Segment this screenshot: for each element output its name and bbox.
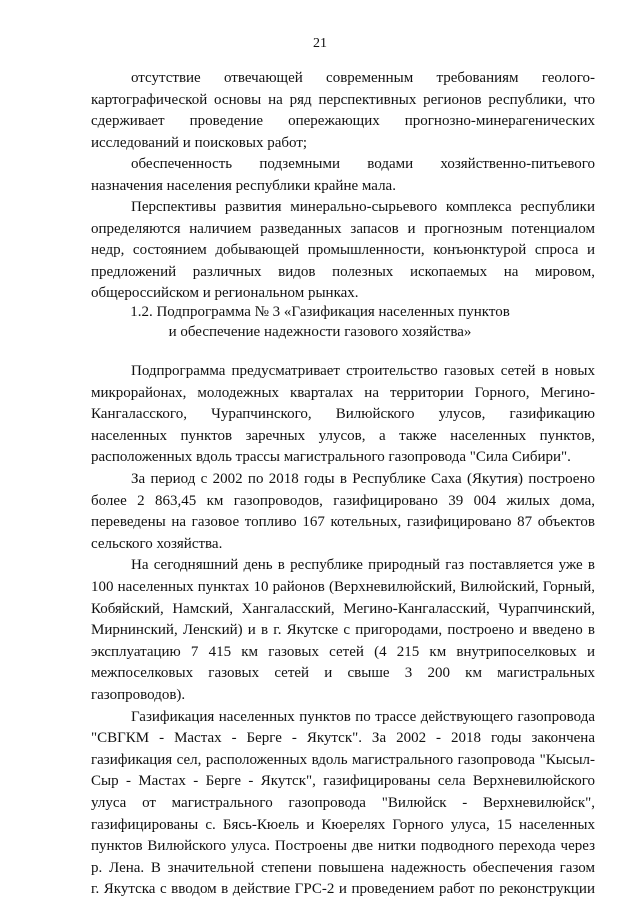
text-line: На сегодняшний день в республике природный газ поставляется уже в (131, 557, 595, 574)
text-line: межпоселковых газовых сетей и свыше 3 200 км магистральных (91, 665, 595, 682)
text-line: назначения населения республики крайне мала. (91, 177, 396, 194)
text-line: пунктов Вилюйского улуса. Построены две нитки подводного перехода через (91, 838, 595, 855)
text-line: предложений различных видов полезных ископаемых на мировом, (91, 263, 595, 280)
text-line: сдерживает проведение опережающих прогнозно-минерагенических (91, 113, 595, 129)
section-heading-line-2: и обеспечение надежности газового хозяйства» (168, 324, 472, 340)
text-line: За период с 2002 по 2018 годы в Республике Саха (Якутия) построено (131, 471, 595, 487)
text-line: общероссийском и региональном рынках. (91, 285, 359, 301)
text-line: более 2 863,45 км газопроводов, газифицировано 39 004 жилых дома, (91, 492, 595, 509)
text-line: "СВГКМ - Мастах - Берге - Якутск". За 2002 - 2018 годы закончена (91, 730, 595, 747)
text-line: газифицированы с. Бясь-Кюель и Кюерелях Горного улуса, 15 населенных (91, 816, 595, 833)
text-line: сельского хозяйства. (91, 535, 223, 552)
text-line: Перспективы развития минерально-сырьевого комплекса республики (131, 199, 595, 215)
page-number: 21 (313, 36, 327, 51)
text-line: расположенных вдоль трассы магистрального газопровода "Сила Сибири". (91, 449, 571, 466)
text-line: 100 населенных пунктах 10 районов (Верхневилюйский, Вилюйский, Горный, (91, 579, 595, 595)
text-line: обеспеченность подземными водами хозяйственно-питьевого (131, 156, 595, 172)
text-line: определяются наличием разведанных запасов и прогнозным потенциалом (91, 220, 595, 237)
text-line: Кангаласского, Чурапчинского, Вилюйского улусов, газификацию (91, 406, 595, 423)
section-heading-line-1: 1.2. Подпрограмма № 3 «Газификация населенных пунктов (130, 304, 510, 320)
text-line: Подпрограмма предусматривает строительство газовых сетей в новых (131, 363, 595, 379)
text-line: недр, состоянием добывающей промышленности, конъюнктурой спроса и (91, 242, 595, 258)
text-line: картографической основы на ряд перспективных регионов республики, что (91, 91, 595, 108)
text-line: отсутствие отвечающей современным требованиям геолого- (131, 70, 595, 86)
text-line: Мирнинский, Ленский) и в г. Якутске с пригородами, построено и введено в (91, 622, 595, 639)
text-line: исследований и поисковых работ; (91, 134, 308, 151)
text-line: населенных пунктов заречных улусов, а также населенных пунктов, (91, 427, 595, 444)
text-line: газификация сел, расположенных вдоль магистрального газопровода "Кысыл- (91, 751, 595, 768)
text-line: эксплуатацию 7 415 км газовых сетей (4 215 км внутрипоселковых и (91, 643, 595, 660)
text-line: р. Лена. В значительной степени повышена надежность обеспечения газом (91, 859, 595, 876)
text-line: газопроводов). (91, 687, 186, 703)
text-line: г. Якутска с вводом в действие ГРС-2 и проведением работ по реконструкции (91, 881, 595, 898)
text-line: Сыр - Мастах - Берге - Якутск", газифицированы села Верхневилюйского (91, 773, 595, 790)
text-line: Кобяйский, Намский, Хангаласский, Мегино-Кангаласский, Чурапчинский, (91, 600, 595, 617)
text-line: переведены на газовое топливо 167 котельных, газифицировано 87 объектов (91, 514, 595, 531)
text-line: микрорайонах, молодежных кварталах на территории Горного, Мегино- (91, 384, 595, 401)
text-line: Газификация населенных пунктов по трассе действующего газопровода (131, 708, 595, 725)
text-line: улуса от магистрального газопровода "Вилюйск - Верхневилюйск", (91, 795, 595, 811)
